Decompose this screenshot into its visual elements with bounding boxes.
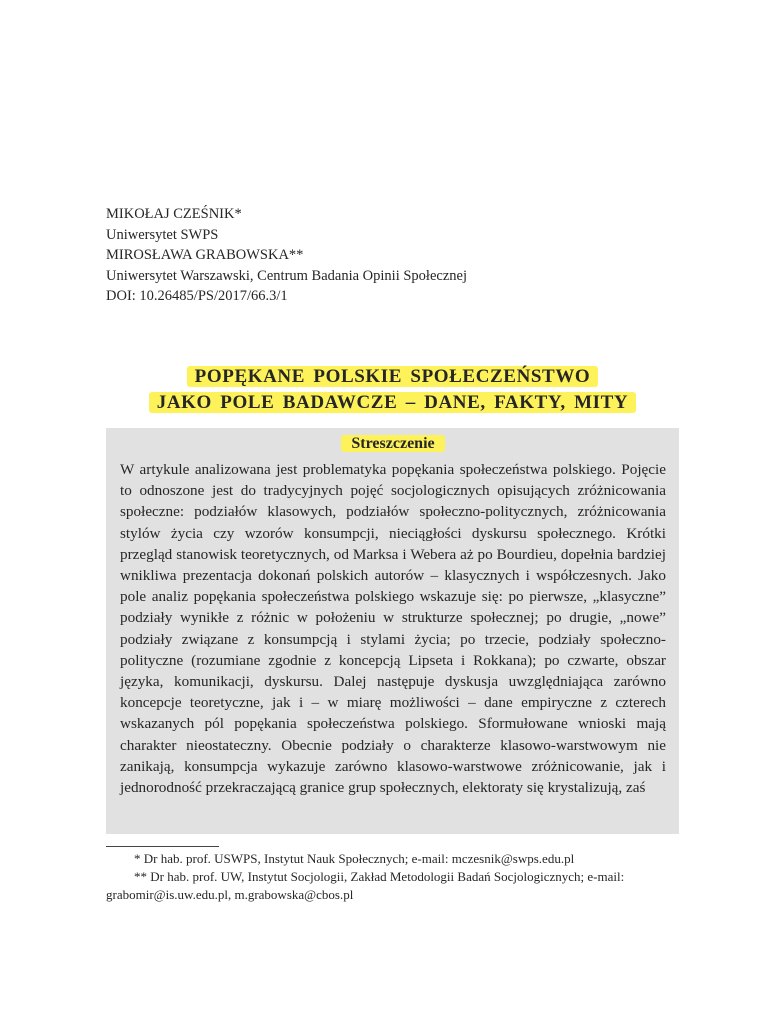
footnote-2: ** Dr hab. prof. UW, Instytut Socjologii, Zakład Metodologii Badań Socjologicznych; e-mail: grabomir@is.uw.edu.pl, m.grabowska@cbos.pl [106, 869, 625, 902]
abstract-text: W artykule analizowana jest problematyka popękania społeczeństwa polskiego. Pojęcie to odnoszone jest do tradycyjnych pojęć socjologicznych opisujących zróżnicowania społeczne: podziałów klasowych, podziałów społeczno-politycznych, zróżnicowania stylów życia czy wzorów konsumpcji, nieciągłości dyskursu społecznego. Krótki przegląd stanowisk teoretycznych, od Marksa i Webera aż po Bourdieu, dopełnia bardziej wnikliwa prezentacja dokonań polskich autorów – klasycznych i współczesnych. Jako pole analiz popękania społeczeństwa polskiego wskazuje się: po pierwsze, „klasyczne” podziały wynikłe z różnic w położeniu w strukturze społecznej; po drugie, „nowe” podziały związane z konsumpcją i stylami życia; po trzecie, podziały społeczno-polityczne (rozumiane zgodnie z koncepcją Lipseta i Rokkana); po czwarte, obszar języka, komunikacji, dyskursu. Dalej następuje dyskusja uwzględniająca zarówno koncepcje teoretyczne, jak i – w miarę możliwości – dane empiryczne z czterech wskazanych pól popękania społeczeństwa polskiego. Sformułowane wnioski mają charakter nieostateczny. Obecnie podziały o charakterze klasowo-warstwowym nie zanikają, konsumpcja wykazuje zarówno klasowo-warstwowe zróżnicowanie, jak i jednorodność przekraczającą granice grup społecznych, elektoraty się krystalizują, zaś [120, 461, 666, 797]
title-line-1: POPĘKANE POLSKIE SPOŁECZEŃSTWO [187, 366, 599, 387]
title-line-2: JAKO POLE BADAWCZE – DANE, FAKTY, MITY [149, 392, 637, 413]
abstract-box [106, 428, 679, 834]
footnote-divider [106, 846, 219, 847]
author-block [106, 204, 686, 307]
abstract-heading [120, 432, 666, 456]
paper-title [106, 364, 679, 416]
author-1-affiliation: Uniwersytet SWPS [106, 226, 219, 243]
abstract-heading-label: Streszczenie [341, 435, 444, 452]
footnotes [106, 850, 681, 904]
footnote-1: * Dr hab. prof. USWPS, Instytut Nauk Społecznych; e-mail: mczesnik@swps.edu.pl [134, 851, 575, 866]
author-2-name: MIROSŁAWA GRABOWSKA** [106, 247, 304, 263]
author-1-name: MIKOŁAJ CZEŚNIK* [106, 206, 242, 222]
author-2-affiliation: Uniwersytet Warszawski, Centrum Badania Opinii Społecznej [106, 267, 467, 284]
doi: DOI: 10.26485/PS/2017/66.3/1 [106, 288, 288, 304]
